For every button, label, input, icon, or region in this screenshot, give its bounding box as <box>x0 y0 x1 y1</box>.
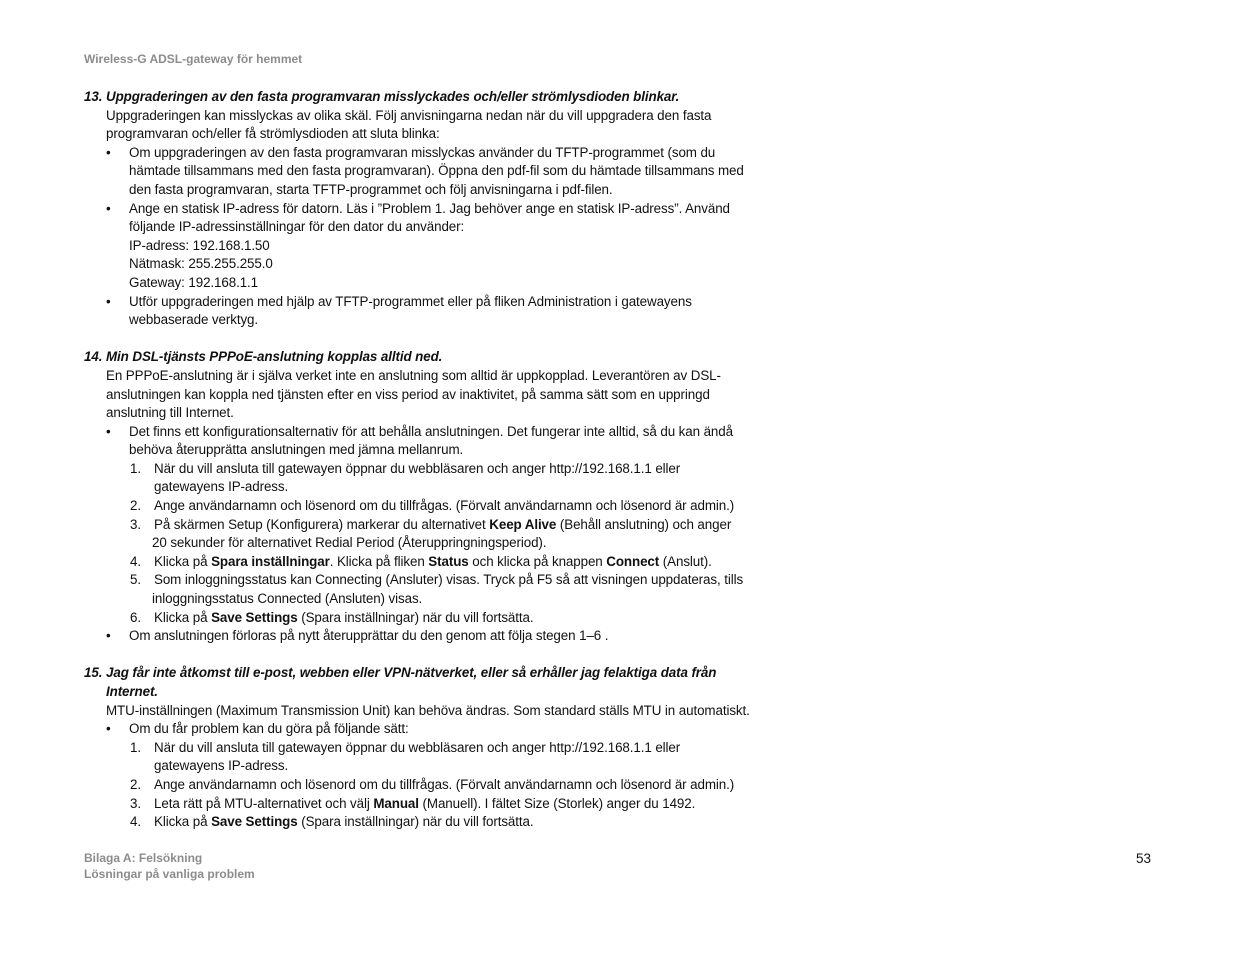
bullet-continuation: hämtade tillsammans med den fasta programvaran). Öppna den pdf-fil som du hämtade tillsammans med <box>129 163 744 179</box>
q14-step-5 <box>84 571 774 608</box>
footer-subsection: Lösningar på vanliga problem <box>84 867 255 881</box>
q14-number: 14. <box>84 349 103 365</box>
step-text-part: . Klicka på fliken <box>329 553 429 569</box>
q13-bullet-3 <box>84 293 774 312</box>
step-text: inloggningsstatus Connected (Ansluten) visas. <box>152 591 423 607</box>
q14-bullet-2 <box>84 627 774 646</box>
step-text: Ange användarnamn och lösenord om du tillfrågas. (Förvalt användarnamn och lösenord är admin.) <box>154 776 735 792</box>
step-text <box>154 795 774 814</box>
step-text-part: Klicka på <box>154 814 212 830</box>
q15-bullet-1 <box>84 720 774 739</box>
step-number: 1. <box>130 460 141 476</box>
step-text <box>154 813 774 832</box>
netmask-setting: Nätmask: 255.255.255.0 <box>129 256 273 272</box>
q15-step-1 <box>84 739 774 776</box>
bullet-text: Om anslutningen förloras på nytt återupprättar du den genom att följa stegen 1–6 . <box>129 628 609 644</box>
q15-step-3 <box>84 795 774 814</box>
step-number: 3. <box>130 795 141 811</box>
page-number: 53 <box>1136 851 1152 866</box>
q14-bullet-1 <box>84 423 774 442</box>
step-text: Som inloggningsstatus kan Connecting (Ansluter) visas. Tryck på F5 så att visningen uppdateras, tills <box>154 572 744 588</box>
footer <box>84 850 255 882</box>
bullet-continuation: behöva återupprätta anslutningen med jämna mellanrum. <box>129 442 464 458</box>
step-number: 6. <box>130 609 141 625</box>
q15-title-text: Jag får inte åtkomst till e-post, webben eller VPN-nätverket, eller så erhåller jag felaktiga data från <box>106 665 717 681</box>
q14-title-text: Min DSL-tjänsts PPPoE-anslutning kopplas alltid ned. <box>106 349 443 365</box>
bullet-text: Det finns ett konfigurationsalternativ för att behålla anslutningen. Det fungerar inte alltid, så du kan ändå <box>129 423 733 439</box>
q13-number: 13. <box>84 89 103 104</box>
bullet-dot: • <box>106 628 111 644</box>
step-text-part: (Anslut). <box>659 553 712 569</box>
step-text-part: (Spara inställningar) när du vill fortsätta. <box>297 609 534 625</box>
option-keep-alive: Keep Alive <box>489 516 557 532</box>
step-text: När du vill ansluta till gatewayen öppnar du webbläsaren och anger http://192.168.1.1 eller <box>154 460 681 476</box>
bullet-dot: • <box>106 423 111 439</box>
step-text: Ange användarnamn och lösenord om du tillfrågas. (Förvalt användarnamn och lösenord är admin.) <box>154 498 735 514</box>
step-text: gatewayens IP-adress. <box>154 479 289 495</box>
q14-intro-line: En PPPoE-anslutning är i själva verket inte en anslutning som alltid är uppkopplad. Leverantören av DSL- <box>106 367 721 383</box>
q13-bullet-1 <box>84 144 774 163</box>
button-connect: Connect <box>606 553 660 569</box>
bullet-continuation: följande IP-adressinställningar för den dator du använder: <box>129 219 465 235</box>
q13-intro-line: Uppgraderingen kan misslyckas av olika skäl. Följ anvisningarna nedan när du vill uppgradera den fasta <box>106 107 712 123</box>
q14-step-1 <box>84 460 774 497</box>
step-text-part: och klicka på knappen <box>468 553 607 569</box>
step-number: 3. <box>130 516 141 532</box>
q15-title <box>84 664 774 701</box>
bullet-dot: • <box>106 144 111 160</box>
gateway-setting: Gateway: 192.168.1.1 <box>129 274 259 290</box>
q14-intro-line: anslutningen kan koppla ned tjänsten efter en viss period av inaktivitet, på samma sätt som en uppringd <box>106 386 710 402</box>
step-number: 2. <box>130 776 141 792</box>
bullet-dot: • <box>106 200 111 216</box>
q13-title-text: Uppgraderingen av den fasta programvaran misslyckades och/eller strömlysdioden blinkar. <box>106 89 680 104</box>
q15-step-4 <box>84 813 774 832</box>
bullet-text: Om uppgraderingen av den fasta programvaran misslyckas använder du TFTP-programmet (som du <box>129 144 716 160</box>
button-save-settings: Save Settings <box>211 814 298 830</box>
step-number: 4. <box>130 553 141 569</box>
bullet-continuation: den fasta programvaran, starta TFTP-programmet och följ anvisningarna i pdf-filen. <box>129 181 613 197</box>
bullet-text: Utför uppgraderingen med hjälp av TFTP-programmet eller på fliken Administration i gatewayens <box>129 293 692 309</box>
step-text: När du vill ansluta till gatewayen öppnar du webbläsaren och anger http://192.168.1.1 eller <box>154 739 681 755</box>
step-number: 5. <box>130 572 141 588</box>
q15-step-2 <box>84 776 774 795</box>
step-text-part: (Spara inställningar) när du vill fortsätta. <box>297 814 534 830</box>
step-text-part: Klicka på <box>154 609 212 625</box>
page-content <box>84 88 774 832</box>
bullet-continuation: webbaserade verktyg. <box>129 312 259 328</box>
step-text-part: Leta rätt på MTU-alternativet och välj <box>154 795 374 811</box>
button-spara-installningar: Spara inställningar <box>211 553 330 569</box>
ip-address-setting: IP-adress: 192.168.1.50 <box>129 237 270 253</box>
step-text-part: Klicka på <box>154 553 212 569</box>
q13-intro-line: programvaran och/eller få strömlysdioden att sluta blinka: <box>106 126 440 142</box>
q14-intro-line: anslutning till Internet. <box>106 405 234 421</box>
bullet-dot: • <box>106 721 111 737</box>
step-text-part: (Manuell). I fältet Size (Storlek) anger du 1492. <box>418 795 696 811</box>
step-text-part: (Behåll anslutning) och anger <box>556 516 732 532</box>
button-save-settings: Save Settings <box>211 609 298 625</box>
bullet-dot: • <box>106 293 111 309</box>
bullet-text: Om du får problem kan du göra på följande sätt: <box>129 721 409 737</box>
q14-step-4 <box>84 553 774 572</box>
step-number: 1. <box>130 739 141 755</box>
option-manual: Manual <box>373 795 419 811</box>
q14-step-6 <box>84 609 774 628</box>
q13-title <box>84 88 774 107</box>
q15-intro-line: MTU-inställningen (Maximum Transmission Unit) kan behöva ändras. Som standard ställs MTU in automatiskt. <box>106 702 750 718</box>
q15-number: 15. <box>84 665 103 681</box>
step-text: gatewayens IP-adress. <box>154 758 289 774</box>
running-header: Wireless-G ADSL-gateway för hemmet <box>84 52 303 66</box>
step-text <box>154 553 774 572</box>
q14-step-3 <box>84 516 774 553</box>
step-number: 2. <box>130 498 141 514</box>
step-text <box>154 609 774 628</box>
q14-title <box>84 348 774 367</box>
bullet-text: Ange en statisk IP-adress för datorn. Läs i ”Problem 1. Jag behöver ange en statisk IP-adress”. Använd <box>129 200 730 216</box>
q14-step-2 <box>84 497 774 516</box>
step-number: 4. <box>130 814 141 830</box>
q13-bullet-2 <box>84 200 774 219</box>
footer-section: Bilaga A: Felsökning <box>84 851 203 865</box>
q15-title-text: Internet. <box>106 684 158 699</box>
step-text-part: På skärmen Setup (Konfigurera) markerar du alternativet <box>154 516 490 532</box>
step-text <box>154 516 774 535</box>
step-text: 20 sekunder för alternativet Redial Period (Återuppringningsperiod). <box>152 535 547 551</box>
tab-status: Status <box>428 553 469 569</box>
